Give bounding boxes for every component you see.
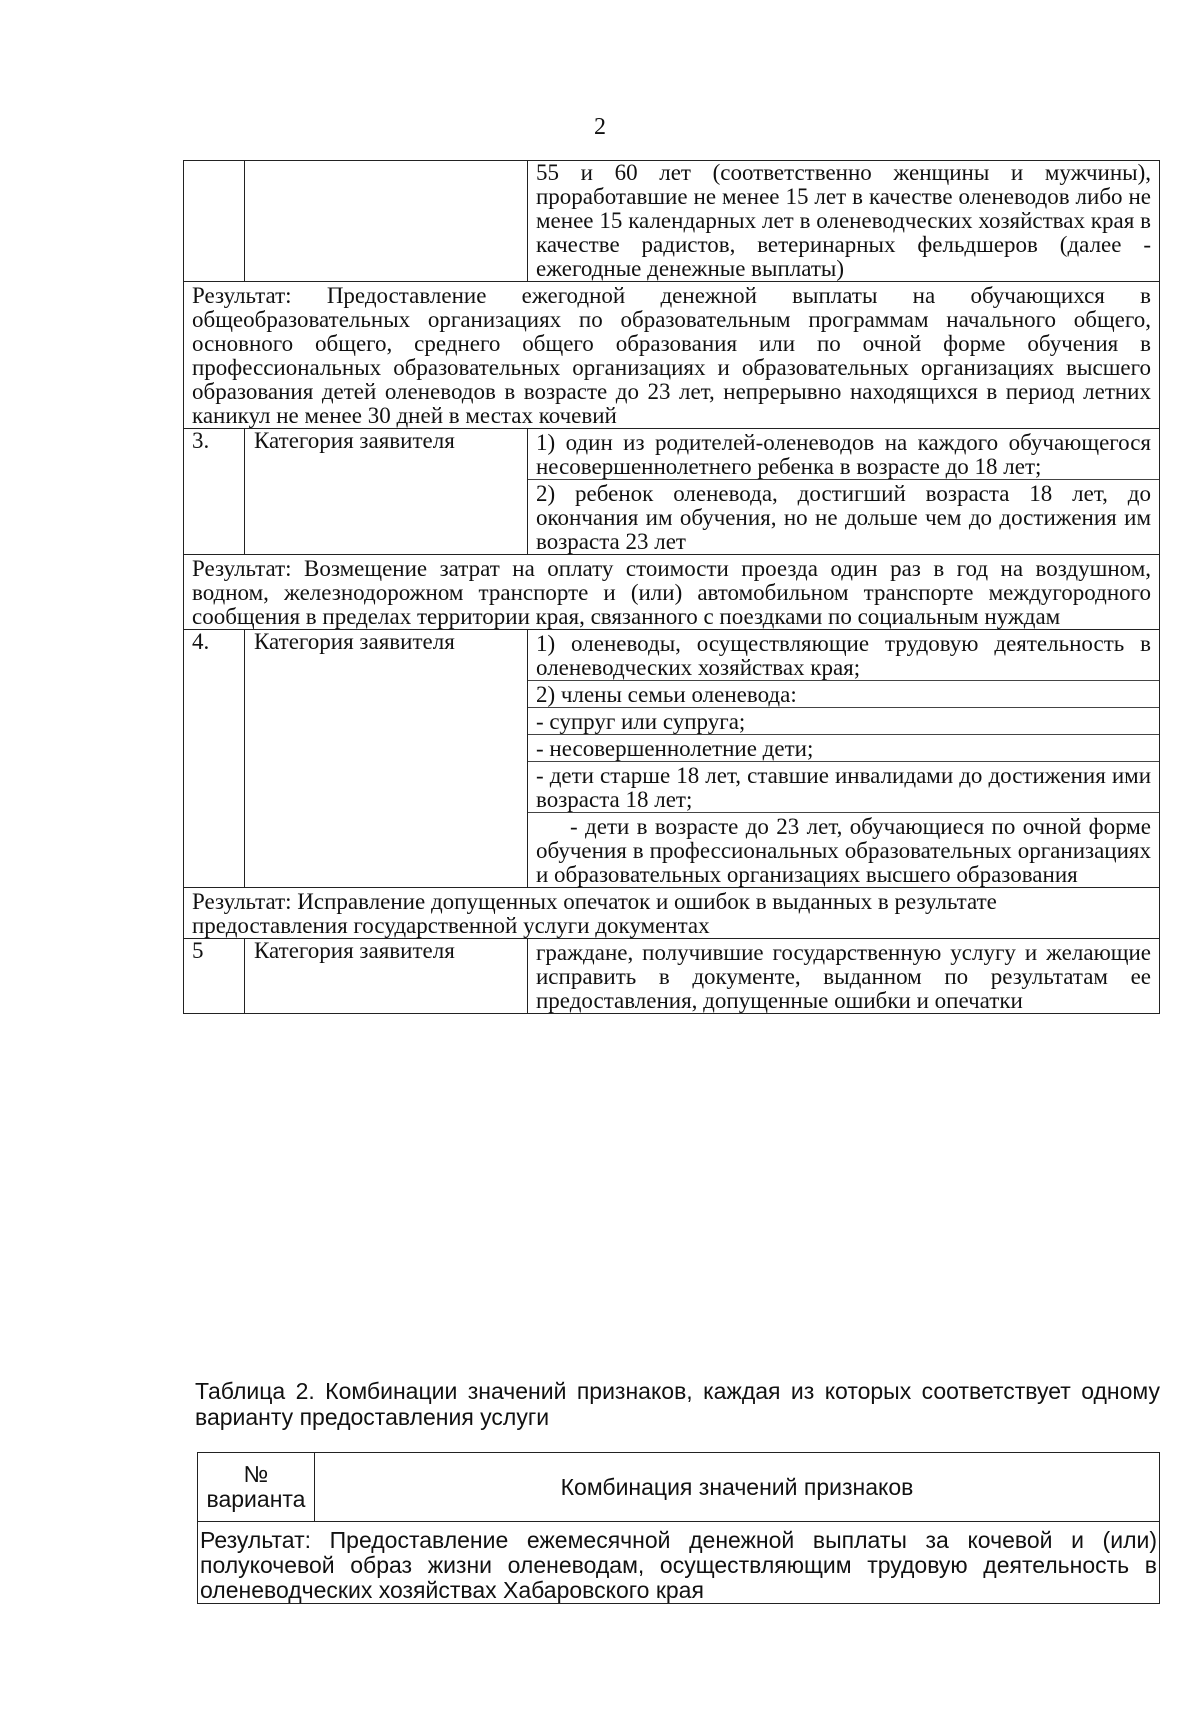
variant-number-header: № варианта [198,1453,315,1522]
category-value-cell [528,429,1160,555]
list-item: граждане, получившие государственную услугу и желающие исправить в документе, выданном по результатам ее предоставления, допущенные ошибки и опечатки [536,940,1151,1013]
result-row [184,282,1160,429]
continuation-text: 55 и 60 лет (соответственно женщины и мужчины), проработавшие не менее 15 лет в качестве оленеводов либо не менее 15 календарных лет в оленеводческих хозяйствах края в качестве радистов, ветеринарных фельдшеров (далее - ежегодные денежные выплаты) [536,160,1151,281]
table-row [184,630,1160,888]
list-item: - несовершеннолетние дети; [528,734,1159,761]
combinations-table [197,1452,1160,1604]
table-row [184,161,1160,282]
list-item: - супруг или супруга; [528,707,1159,734]
result-text: Результат: Возмещение затрат на оплату стоимости проезда один раз в год на воздушном, водном, железнодорожном транспорте и (или) автомобильном транспорте междугородного сообщения в пределах территории края, связанного с поездками по социальным нуждам [184,555,1160,630]
result-row [184,888,1160,939]
row-number-cell [184,161,245,282]
list-item: 2) члены семьи оленевода: [528,680,1159,707]
category-value-cell [528,630,1160,888]
combination-header: Комбинация значений признаков [315,1453,1160,1522]
result-text: Результат: Исправление допущенных опечаток и ошибок в выданных в результате предоставления государственной услуги документах [184,888,1160,939]
category-name: Категория заявителя [245,429,528,555]
table-header-row [198,1453,1160,1522]
services-table [183,160,1160,1014]
table-caption: Таблица 2. Комбинации значений признаков, каждая из которых соответствует одному варианту предоставления услуги [195,1378,1160,1430]
category-name: Категория заявителя [245,939,528,1014]
result-text: Результат: Предоставление ежегодной денежной выплаты на обучающихся в общеобразовательных организациях по образовательным программам начального общего, основного общего, среднего общего образования или по очной форме обучения в профессиональных образовательных организациях и образовательных организациях высшего образования детей оленеводов в возрасте до 23 лет, непрерывно находящихся в период летних каникул не менее 30 дней в местах кочевий [184,282,1160,429]
result-row [198,1522,1160,1604]
row-number: 4. [184,630,245,888]
category-name-cell [245,161,528,282]
table-row [184,939,1160,1014]
page-number: 2 [594,114,606,140]
list-item: 2) ребенок оленевода, достигший возраста 18 лет, до окончания им обучения, но не дольше чем до достижения им возраста 23 лет [528,479,1159,554]
row-number: 3. [184,429,245,555]
result-text: Результат: Предоставление ежемесячной денежной выплаты за кочевой и (или) полукочевой образ жизни оленеводам, осуществляющим трудовую деятельность в оленеводческих хозяйствах Хабаровского края [198,1522,1160,1604]
list-item: 1) оленеводы, осуществляющие трудовую деятельность в оленеводческих хозяйствах края; [536,631,1151,680]
list-item: 1) один из родителей-оленеводов на каждого обучающегося несовершеннолетнего ребенка в возрасте до 18 лет; [536,430,1151,479]
row-number: 5 [184,939,245,1014]
category-value-cell [528,939,1160,1014]
list-item: - дети старше 18 лет, ставшие инвалидами до достижения ими возраста 18 лет; [528,761,1159,812]
category-name: Категория заявителя [245,630,528,888]
table-row [184,429,1160,555]
category-value-cell [528,161,1160,282]
list-item: - дети в возрасте до 23 лет, обучающиеся по очной форме обучения в профессиональных образовательных организациях и образовательных организациях высшего образования [528,812,1159,887]
result-row [184,555,1160,630]
